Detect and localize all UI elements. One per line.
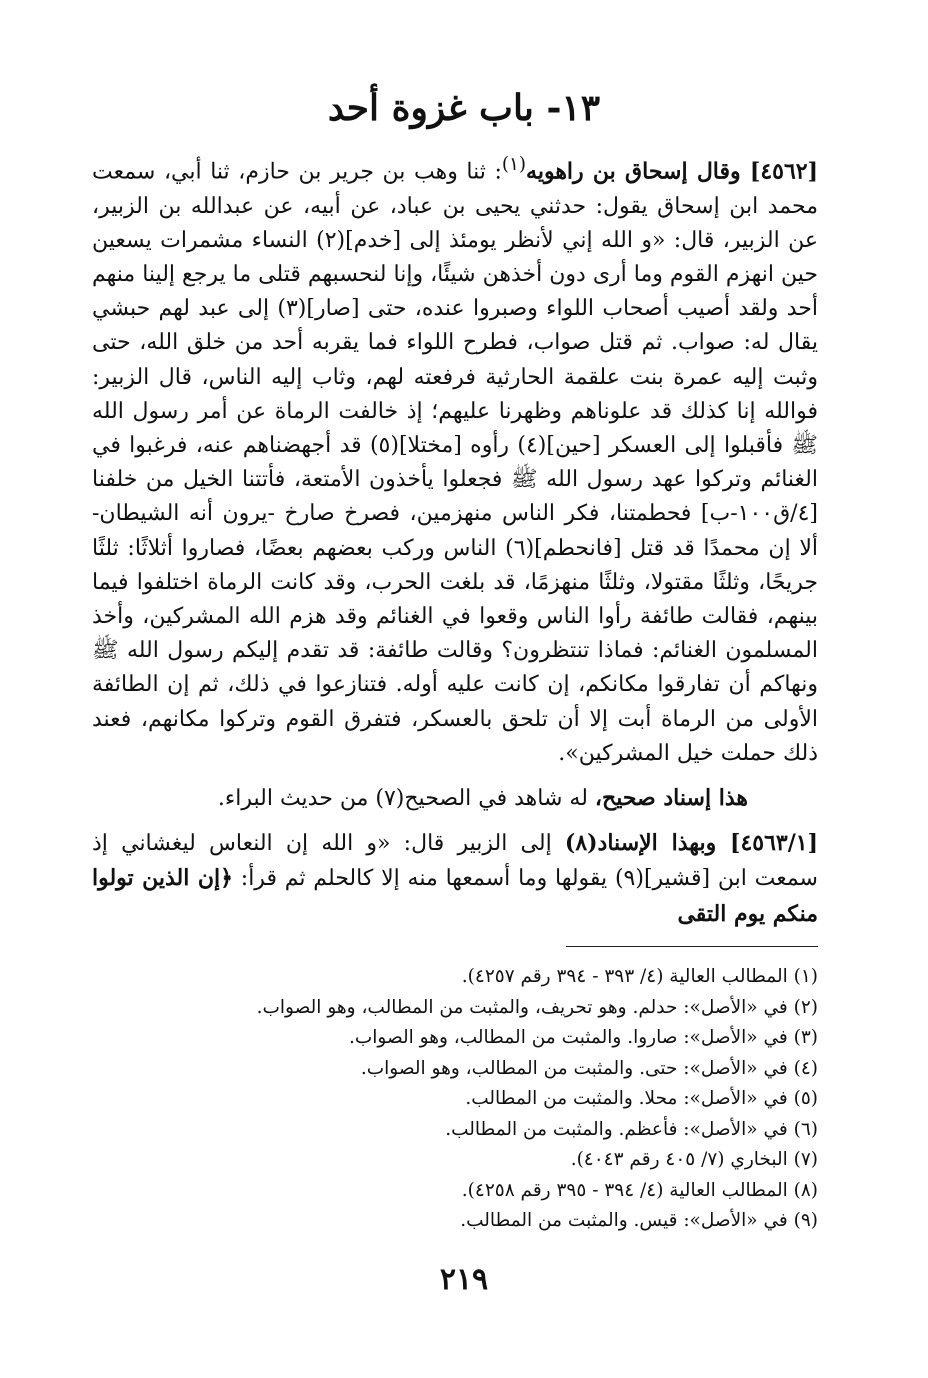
hadith-text: : ثنا وهب بن جرير بن حازم، ثنا أبي، سمعت محمد ابن إسحاق يقول: حدثني يحيى بن عباد، عن أبيه، عن عبدالله بن الزبير، عن الزبير، قال: «و الله إني لأنظر يومئذ إلى [خدم](٢) النساء مشمرات يسعين حين انهزم القوم وما أرى دون أخذهن شيئًا، وإنا لنحسبهم قتلى ما يرجع إلينا منهم أحد ولقد أصيب أصحاب اللواء وصبروا عنده، حتى [صار](٣) إلى عبد لهم حبشي يقال له: صواب. ثم قتل صواب، فطرح اللواء فما يقربه أحد من خلق الله، حتى وثبت إليه عمرة بنت علقمة الحارثية فرفعته لهم، وثاب إليه الناس، قال الزبير: فوالله إنا كذلك قد علوناهم وظهرنا عليهم؛ إذ خالفت الرماة عن أمر رسول الله ﷺ فأقبلوا إلى العسكر [حين](٤) رأوه [مختلا](٥) قد أجهضناهم عنه، فرغبوا في الغنائم وتركوا عهد رسول الله ﷺ فجعلوا يأخذون الأمتعة، فأتتنا الخيل من خلفنا [٤/ق١٠٠-ب] فحطمتنا، فكر الناس منهزمين، فصرخ صارخ -يرون أنه الشيطان- ألا إن محمدًا قد قتل [فانحطم](٦) الناس وركب بعضهم بعضًا، فصاروا أثلاثًا: ثلثًا جريحًا، وثلثًا مقتولا، وثلثًا منهزمًا، قد بلغت الحرب، وقد كانت الرماة اختلفوا فيما بينهم، فقالت طائفة رأوا الناس وقعوا في الغنائم وقد هزم الله المشركين، وأخذ المسلمون الغنائم: فماذا تنتظرون؟ وقالت طائفة: قد تقدم إليكم رسول الله ﷺ ونهاكم أن تفارقوا مكانكم، إن كانت عليه أوله. فتنازعوا في ذلك، ثم إن الطائفة الأولى من الرماة أبت إلا أن تلحق بالعسكر، فتفرق القوم وتركوا مكانهم، فعند ذلك حملت خيل المشركين». — [92, 159, 819, 766]
chapter-title: ١٣- باب غزوة أحد — [327, 87, 601, 129]
footnotes — [256, 962, 818, 1237]
isnad-grade — [92, 781, 818, 816]
grade-lead: هذا إسناد صحيح، — [594, 784, 748, 811]
footnote: (٨) المطالب العالية (٤/ ٣٩٤ - ٣٩٥ رقم ٤٢٥٨). — [461, 1179, 818, 1201]
grade-text: له شاهد في الصحيح(٧) من حديث البراء. — [217, 785, 595, 811]
footnote: (٢) في «الأصل»: حدلم. وهو تحريف، والمثبت من المطالب، وهو الصواب. — [256, 996, 818, 1018]
footnote-marker: (١) — [501, 154, 527, 175]
footnote-separator — [566, 946, 818, 947]
quran-quote: ﴿إن الذين تولوا منكم يوم التقى — [92, 865, 818, 927]
hadith-4562 — [92, 148, 818, 771]
footnote: (٧) البخاري (٧/ ٤٠٥ رقم ٤٠٤٣). — [570, 1149, 818, 1170]
main-text — [92, 148, 818, 932]
hadith-text: إلى الزبير قال: «و الله إن النعاس ليغشاني إذ سمعت ابن [قشير](٩) يقولها وما أسمعها منه إلا كالحلم ثم قرأ: — [92, 831, 818, 892]
footnote: (٣) في «الأصل»: صاروا. والمثبت من المطالب، وهو الصواب. — [348, 1027, 818, 1048]
footnote: (٦) في «الأصل»: فأعظم. والمثبت من المطالب. — [445, 1118, 818, 1140]
hadith-4563 — [92, 826, 818, 932]
footnote: (١) المطالب العالية (٤/ ٣٩٣ - ٣٩٤ رقم ٤٢٥٧). — [461, 966, 818, 987]
page-number: ٢١٩ — [439, 1262, 489, 1297]
hadith-ref: [٤٥٦٣/١] وبهذا الإسناد(٨) — [564, 830, 819, 857]
footnote: (٩) في «الأصل»: قيس. والمثبت من المطالب. — [460, 1210, 818, 1231]
hadith-ref: [٤٥٦٢] وقال إسحاق بن راهويه — [526, 158, 818, 185]
footnote: (٥) في «الأصل»: محلا. والمثبت من المطالب. — [465, 1088, 818, 1109]
footnote: (٤) في «الأصل»: حتى. والمثبت من المطالب، وهو الصواب. — [360, 1057, 818, 1079]
